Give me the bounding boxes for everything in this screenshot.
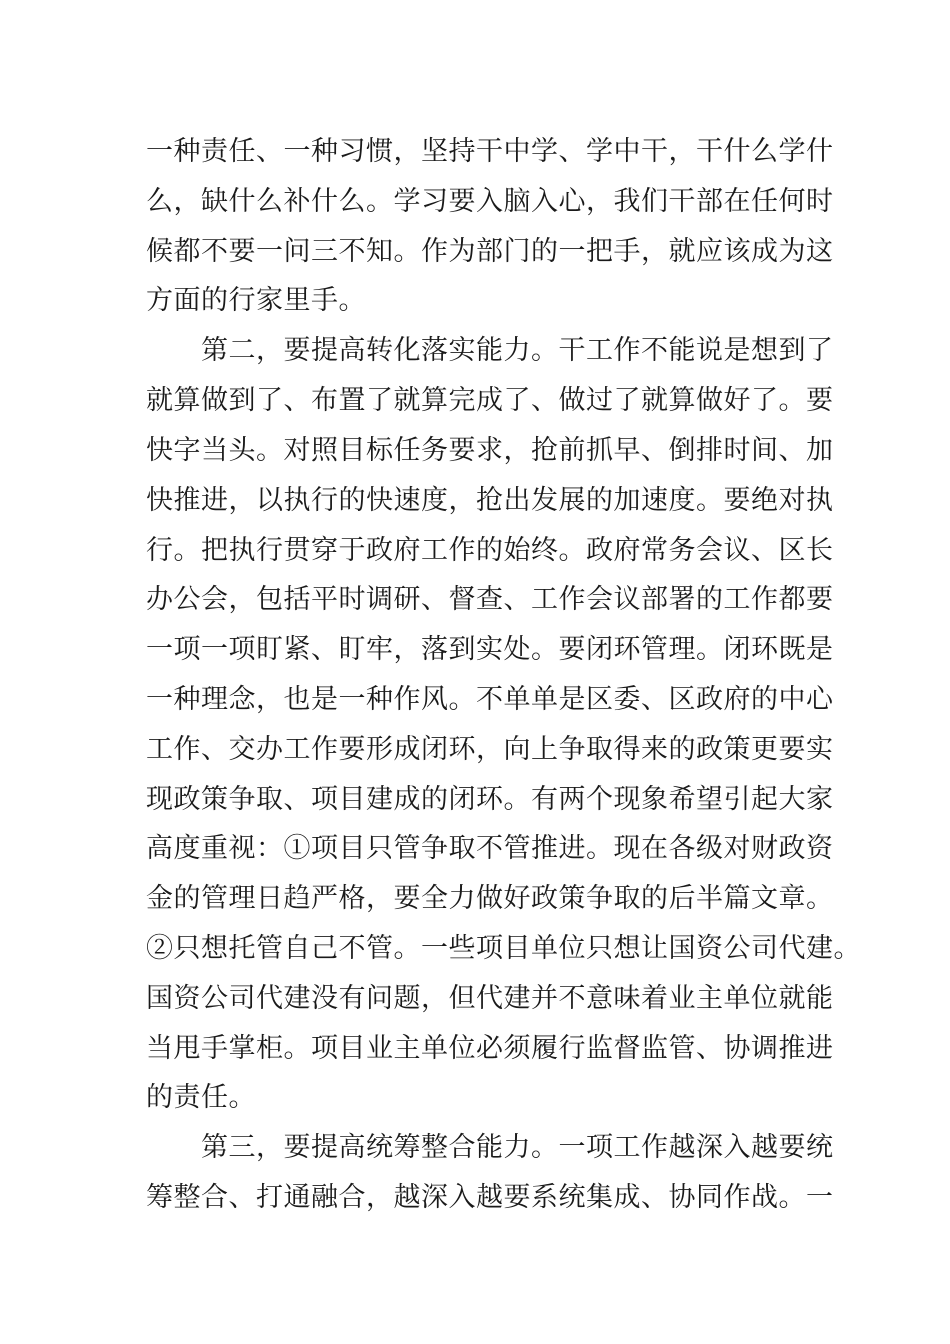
text-line: 就算做到了、布置了就算完成了、做过了就算做好了。要: [146, 385, 834, 416]
text-line: 办公会，包括平时调研、督查、工作会议部署的工作都要: [146, 584, 834, 615]
text-line: 一种理念，也是一种作风。不单单是区委、区政府的中心: [146, 684, 834, 715]
text-line: 金的管理日趋严格，要全力做好政策争取的后半篇文章。: [146, 883, 834, 914]
text-line: 快字当头。对照目标任务要求，抢前抓早、倒排时间、加: [146, 435, 834, 466]
text-line: 一种责任、一种习惯，坚持干中学、学中干，干什么学什: [146, 136, 834, 167]
paragraph-first-line: 第三，要提高统筹整合能力。一项工作越深入越要统: [201, 1132, 834, 1163]
text-line: 么，缺什么补什么。学习要入脑入心，我们干部在任何时: [146, 186, 834, 217]
text-line: 一项一项盯紧、盯牢，落到实处。要闭环管理。闭环既是: [146, 634, 834, 665]
text-line: 现政策争取、项目建成的闭环。有两个现象希望引起大家: [146, 784, 834, 815]
paragraph-first-line: 第二，要提高转化落实能力。干工作不能说是想到了: [201, 335, 834, 366]
text-line: 行。把执行贯穿于政府工作的始终。政府常务会议、区长: [146, 535, 834, 566]
text-line: 当甩手掌柜。项目业主单位必须履行监督监管、协调推进: [146, 1033, 834, 1064]
text-line: 筹整合、打通融合，越深入越要系统集成、协同作战。一: [146, 1182, 834, 1213]
text-line: 高度重视：①项目只管争取不管推进。现在各级对财政资: [146, 833, 834, 864]
text-line: 工作、交办工作要形成闭环，向上争取得来的政策更要实: [146, 734, 834, 765]
text-line: ②只想托管自己不管。一些项目单位只想让国资公司代建。: [146, 933, 861, 964]
text-line: 快推进，以执行的快速度，抢出发展的加速度。要绝对执: [146, 485, 834, 516]
text-line: 方面的行家里手。: [146, 285, 366, 316]
text-line: 国资公司代建没有问题，但代建并不意味着业主单位就能: [146, 983, 834, 1014]
text-line: 候都不要一问三不知。作为部门的一把手，就应该成为这: [146, 236, 834, 267]
text-line: 的责任。: [146, 1082, 256, 1113]
